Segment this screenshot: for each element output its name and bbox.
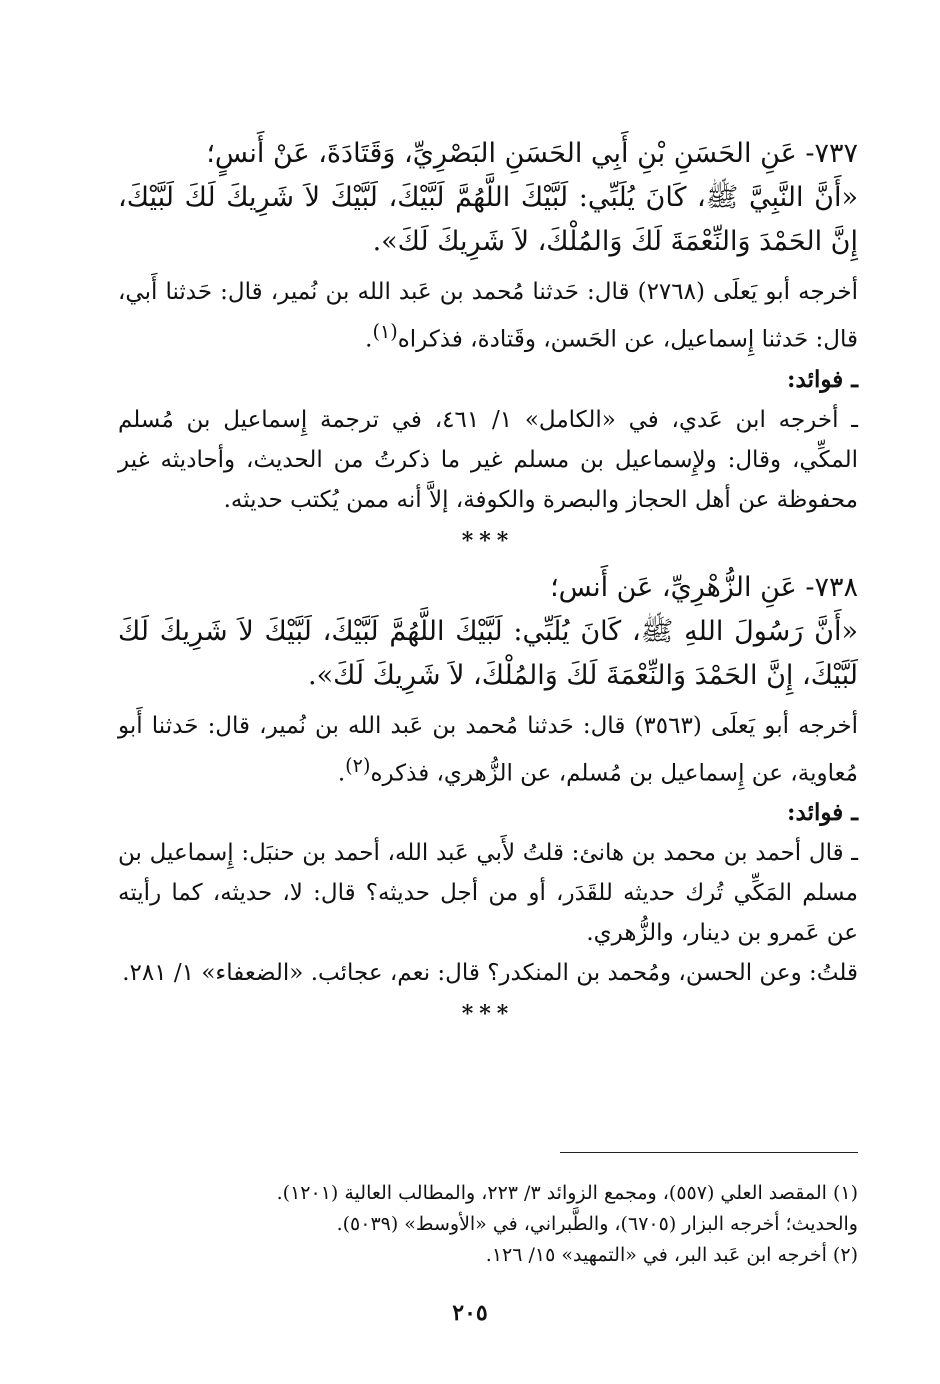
- footnote-ref-1: (١): [372, 320, 398, 343]
- hadith-737-text: «أَنَّ النَّبِيَّ ﷺ، كَانَ يُلَبِّي: لَبَّيْكَ اللَّهُمَّ لَبَّيْكَ، لَبَّيْكَ لاَ شَرِيكَ لَكَ لَبَّيْكَ، إِنَّ الحَمْدَ وَالنِّعْمَةَ لَكَ وَالمُلْكَ، لاَ شَرِيكَ لَكَ».: [118, 182, 858, 257]
- footnote-2: (٢) أخرجه ابن عَبد البر، في «التمهيد» ١٥/ ١٢٦.: [485, 1244, 858, 1266]
- section-separator-2: ***: [461, 1001, 515, 1028]
- footnote-divider: [560, 1152, 858, 1153]
- footnote-1: (١) المقصد العلي (٥٥٧)، ومجمع الزوائد ٣/ ٢٢٣، والمطالب العالية (١٢٠١).: [276, 1182, 858, 1204]
- page-number: ٢٠٥: [452, 1300, 488, 1326]
- hadith-737-heading: ٧٣٧- عَنِ الحَسَنِ بْنِ أَبِي الحَسَنِ البَصْرِيِّ، وَقَتَادَةَ، عَنْ أَنسٍ؛: [206, 138, 858, 169]
- footnote-list: [118, 1178, 858, 1271]
- hadith-737-takhrij: أخرجه أبو يَعلَى (٢٧٦٨) قال: حَدثنا مُحمد بن عَبد الله بن نُمير، قال: حَدثنا أَبي، قال: حَدثنا إِسماعيل، عن الحَسن، وقَتادة، فذكراه$^{(١)}$.: [118, 279, 858, 353]
- section-separator-1: ***: [461, 527, 515, 554]
- fawaid-738-note: ـ قال أحمد بن محمد بن هانئ: قلتُ لأَبي عَبد الله، أحمد بن حنبَل: إِسماعيل بن مسلم المَكِّي تُرك حديثه للقَدَر، أو من أجل حديثه؟ قال: لا، حديثه، كما رأيته عن عَمرو بن دينار، والزُّهري.: [118, 840, 858, 947]
- takhrij-738-body: أخرجه أبو يَعلَى (٣٥٦٣) قال: حَدثنا مُحمد بن عَبد الله بن نُمير، قال: حَدثنا أَبو مُعاوية، عن إِسماعيل بن مُسلم، عن الزُّهري، فذكره: [118, 712, 858, 787]
- footnote-1-continued: والحديث؛ أخرجه البزار (٦٧٠٥)، والطَّبراني، في «الأوسط» (٥٠٣٩).: [336, 1213, 858, 1235]
- page-body: [118, 132, 858, 1039]
- fawaid-737-note: ـ أخرجه ابن عَدي، في «الكامل» ١/ ٤٦١، في ترجمة إِسماعيل بن مُسلم المكِّي، وقال: ولإِسماعيل بن مسلم غير ما ذكرتُ من الحديث، وأحاديثه غير محفوظة عن أهل الحجاز والبصرة والكوفة، إلاَّ أنه ممن يُكتب حديثه.: [118, 406, 858, 513]
- hadith-738-takhrij: أخرجه أبو يَعلَى (٣٥٦٣) قال: حَدثنا مُحمد بن عَبد الله بن نُمير، قال: حَدثنا أَبو مُعاوية، عن إِسماعيل بن مُسلم، عن الزُّهري، فذكره$^{(٢)}$.: [118, 712, 858, 787]
- hadith-738-text: «أَنَّ رَسُولَ اللهِ ﷺ، كَانَ يُلَبِّي: لَبَّيْكَ اللَّهُمَّ لَبَّيْكَ، لَبَّيْكَ لاَ شَرِيكَ لَكَ لَبَّيْكَ، إِنَّ الحَمْدَ وَالنِّعْمَةَ لَكَ وَالمُلْكَ، لاَ شَرِيكَ لَكَ».: [118, 615, 858, 691]
- footnote-ref-2: (٢): [345, 753, 371, 777]
- hadith-738-heading: ٧٣٨- عَنِ الزُّهْرِيِّ، عَن أَنس؛: [550, 571, 858, 603]
- fawaid-738-heading: ـ فوائد:: [787, 799, 858, 827]
- hadith-738-block: [118, 566, 858, 994]
- takhrij-737-body: أخرجه أبو يَعلَى (٢٧٦٨) قال: حَدثنا مُحمد بن عَبد الله بن نُمير، قال: حَدثنا أَبي، قال: حَدثنا إِسماعيل، عن الحَسن، وقَتادة، فذكراه: [118, 279, 858, 353]
- fawaid-738-note-2: قلتُ: وعن الحسن، ومُحمد بن المنكدر؟ قال: نعم، عجائب. «الضعفاء» ١/ ٢٨١.: [122, 960, 858, 987]
- fawaid-737-heading: ـ فوائد:: [787, 365, 858, 393]
